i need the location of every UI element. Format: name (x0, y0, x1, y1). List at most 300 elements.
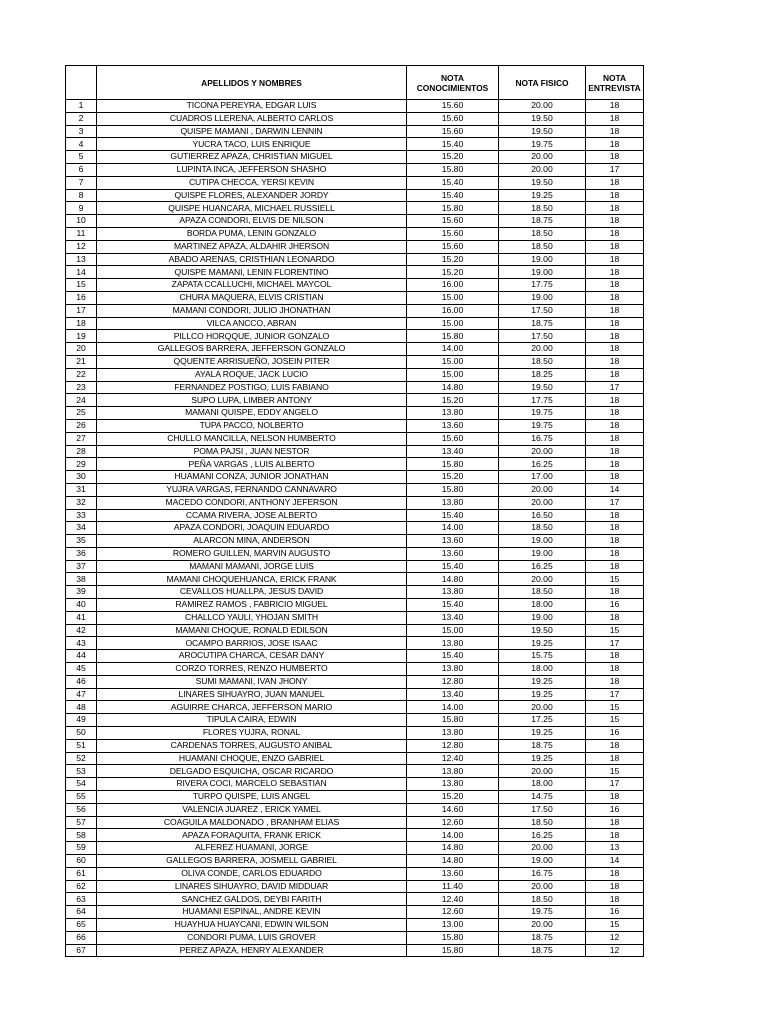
header-fisico: NOTA FISICO (499, 66, 586, 100)
nota-fisico: 16.75 (499, 432, 586, 445)
student-name: MAMANI QUISPE, EDDY ANGELO (97, 407, 407, 420)
nota-conocimientos: 15.80 (407, 330, 499, 343)
nota-fisico: 20.00 (499, 343, 586, 356)
nota-fisico: 19.25 (499, 675, 586, 688)
nota-conocimientos: 15.60 (407, 227, 499, 240)
nota-conocimientos: 15.00 (407, 317, 499, 330)
row-number: 50 (66, 727, 97, 740)
nota-conocimientos: 13.40 (407, 688, 499, 701)
nota-fisico: 20.00 (499, 163, 586, 176)
row-number: 59 (66, 842, 97, 855)
nota-fisico: 19.75 (499, 407, 586, 420)
nota-conocimientos: 13.60 (407, 867, 499, 880)
nota-entrevista: 18 (586, 304, 644, 317)
table-row (66, 432, 644, 445)
table-row (66, 586, 644, 599)
row-number: 17 (66, 304, 97, 317)
nota-fisico: 18.50 (499, 227, 586, 240)
nota-entrevista: 17 (586, 688, 644, 701)
row-number: 51 (66, 739, 97, 752)
nota-conocimientos: 15.60 (407, 215, 499, 228)
nota-conocimientos: 15.40 (407, 560, 499, 573)
nota-fisico: 19.75 (499, 906, 586, 919)
nota-fisico: 18.50 (499, 893, 586, 906)
table-row (66, 765, 644, 778)
nota-entrevista: 18 (586, 893, 644, 906)
table-row (66, 650, 644, 663)
nota-conocimientos: 14.80 (407, 842, 499, 855)
nota-fisico: 19.25 (499, 752, 586, 765)
nota-conocimientos: 13.80 (407, 727, 499, 740)
table-row (66, 215, 644, 228)
row-number: 28 (66, 445, 97, 458)
nota-conocimientos: 15.20 (407, 791, 499, 804)
row-number: 48 (66, 701, 97, 714)
table-row (66, 842, 644, 855)
nota-fisico: 19.00 (499, 266, 586, 279)
nota-conocimientos: 15.60 (407, 125, 499, 138)
nota-entrevista: 18 (586, 547, 644, 560)
nota-entrevista: 18 (586, 112, 644, 125)
table-row (66, 535, 644, 548)
table-row (66, 701, 644, 714)
nota-conocimientos: 15.60 (407, 432, 499, 445)
nota-entrevista: 15 (586, 624, 644, 637)
student-name: MACEDO CONDORI, ANTHONY JEFERSON (97, 496, 407, 509)
nota-entrevista: 18 (586, 240, 644, 253)
nota-conocimientos: 12.40 (407, 893, 499, 906)
row-number: 66 (66, 931, 97, 944)
table-row (66, 112, 644, 125)
table-row (66, 381, 644, 394)
nota-conocimientos: 15.20 (407, 471, 499, 484)
nota-entrevista: 18 (586, 368, 644, 381)
nota-fisico: 19.75 (499, 419, 586, 432)
student-name: POMA PAJSI , JUAN NESTOR (97, 445, 407, 458)
student-name: MAMANI CONDORI, JULIO JHONATHAN (97, 304, 407, 317)
table-row (66, 791, 644, 804)
nota-entrevista: 18 (586, 407, 644, 420)
row-number: 8 (66, 189, 97, 202)
student-name: LINARES SIHUAYRO, JUAN MANUEL (97, 688, 407, 701)
student-name: HUAMANI CONZA, JUNIOR JONATHAN (97, 471, 407, 484)
nota-conocimientos: 13.80 (407, 663, 499, 676)
nota-fisico: 19.00 (499, 291, 586, 304)
nota-conocimientos: 15.20 (407, 253, 499, 266)
nota-conocimientos: 14.60 (407, 803, 499, 816)
student-name: OLIVA CONDE, CARLOS EDUARDO (97, 867, 407, 880)
nota-entrevista: 18 (586, 343, 644, 356)
nota-fisico: 18.50 (499, 816, 586, 829)
nota-conocimientos: 15.40 (407, 650, 499, 663)
nota-fisico: 18.50 (499, 522, 586, 535)
nota-entrevista: 18 (586, 151, 644, 164)
nota-entrevista: 18 (586, 752, 644, 765)
nota-conocimientos: 14.00 (407, 343, 499, 356)
table-row (66, 279, 644, 292)
nota-conocimientos: 15.40 (407, 509, 499, 522)
nota-entrevista: 18 (586, 189, 644, 202)
student-name: MARTINEZ APAZA, ALDAHIR JHERSON (97, 240, 407, 253)
nota-fisico: 18.75 (499, 944, 586, 957)
table-row (66, 611, 644, 624)
student-name: QUISPE HUANCARA, MICHAEL RUSSIELL (97, 202, 407, 215)
nota-entrevista: 15 (586, 714, 644, 727)
nota-entrevista: 18 (586, 880, 644, 893)
nota-fisico: 19.50 (499, 176, 586, 189)
table-row (66, 445, 644, 458)
nota-entrevista: 14 (586, 483, 644, 496)
table-row (66, 394, 644, 407)
nota-conocimientos: 15.40 (407, 138, 499, 151)
nota-entrevista: 13 (586, 842, 644, 855)
row-number: 2 (66, 112, 97, 125)
nota-conocimientos: 15.00 (407, 355, 499, 368)
nota-conocimientos: 13.80 (407, 778, 499, 791)
nota-fisico: 16.25 (499, 829, 586, 842)
table-row (66, 816, 644, 829)
student-name: MAMANI MAMANI, JORGE LUIS (97, 560, 407, 573)
nota-conocimientos: 16.00 (407, 304, 499, 317)
nota-fisico: 19.00 (499, 855, 586, 868)
table-row (66, 855, 644, 868)
table-row (66, 803, 644, 816)
nota-entrevista: 18 (586, 202, 644, 215)
row-number: 4 (66, 138, 97, 151)
row-number: 14 (66, 266, 97, 279)
nota-fisico: 18.75 (499, 215, 586, 228)
nota-entrevista: 18 (586, 535, 644, 548)
row-number: 29 (66, 458, 97, 471)
student-name: QUISPE FLORES, ALEXANDER JORDY (97, 189, 407, 202)
nota-fisico: 19.00 (499, 547, 586, 560)
row-number: 37 (66, 560, 97, 573)
table-row (66, 893, 644, 906)
table-row (66, 867, 644, 880)
row-number: 27 (66, 432, 97, 445)
nota-fisico: 17.75 (499, 279, 586, 292)
nota-entrevista: 18 (586, 394, 644, 407)
nota-fisico: 20.00 (499, 880, 586, 893)
nota-conocimientos: 14.00 (407, 829, 499, 842)
nota-conocimientos: 15.80 (407, 163, 499, 176)
nota-entrevista: 18 (586, 586, 644, 599)
nota-entrevista: 16 (586, 727, 644, 740)
table-row (66, 688, 644, 701)
table-row (66, 330, 644, 343)
row-number: 47 (66, 688, 97, 701)
nota-entrevista: 18 (586, 419, 644, 432)
student-name: GALLEGOS BARRERA, JEFFERSON GONZALO (97, 343, 407, 356)
nota-conocimientos: 13.80 (407, 586, 499, 599)
table-row (66, 739, 644, 752)
row-number: 67 (66, 944, 97, 957)
nota-entrevista: 12 (586, 944, 644, 957)
nota-entrevista: 18 (586, 739, 644, 752)
nota-entrevista: 18 (586, 791, 644, 804)
nota-entrevista: 18 (586, 650, 644, 663)
nota-fisico: 19.25 (499, 688, 586, 701)
nota-fisico: 19.25 (499, 189, 586, 202)
header-conocimientos: NOTA CONOCIMIENTOS (407, 66, 499, 100)
table-row (66, 752, 644, 765)
nota-conocimientos: 13.60 (407, 547, 499, 560)
student-name: FLORES YUJRA, RONAL (97, 727, 407, 740)
row-number: 49 (66, 714, 97, 727)
table-row (66, 100, 644, 113)
nota-conocimientos: 15.80 (407, 483, 499, 496)
nota-conocimientos: 16.00 (407, 279, 499, 292)
student-name: ALARCON MINA, ANDERSON (97, 535, 407, 548)
nota-fisico: 16.50 (499, 509, 586, 522)
nota-entrevista: 18 (586, 816, 644, 829)
nota-conocimientos: 14.80 (407, 573, 499, 586)
header-name: APELLIDOS Y NOMBRES (97, 66, 407, 100)
nota-entrevista: 18 (586, 471, 644, 484)
row-number: 5 (66, 151, 97, 164)
nota-entrevista: 18 (586, 560, 644, 573)
table-row (66, 599, 644, 612)
student-name: ZAPATA CCALLUCHI, MICHAEL MAYCOL (97, 279, 407, 292)
student-name: GUTIERREZ APAZA, CHRISTIAN MIGUEL (97, 151, 407, 164)
nota-entrevista: 18 (586, 125, 644, 138)
student-name: SANCHEZ GALDOS, DEYBI FARITH (97, 893, 407, 906)
row-number: 35 (66, 535, 97, 548)
row-number: 6 (66, 163, 97, 176)
nota-fisico: 20.00 (499, 483, 586, 496)
nota-entrevista: 18 (586, 227, 644, 240)
row-number: 63 (66, 893, 97, 906)
row-number: 57 (66, 816, 97, 829)
nota-conocimientos: 15.20 (407, 266, 499, 279)
nota-entrevista: 18 (586, 663, 644, 676)
row-number: 56 (66, 803, 97, 816)
nota-conocimientos: 15.80 (407, 202, 499, 215)
student-name: AYALA ROQUE, JACK LUCIO (97, 368, 407, 381)
student-name: SUMI MAMANI, IVAN JHONY (97, 675, 407, 688)
row-number: 32 (66, 496, 97, 509)
table-row (66, 547, 644, 560)
row-number: 18 (66, 317, 97, 330)
nota-fisico: 18.00 (499, 599, 586, 612)
nota-conocimientos: 15.00 (407, 624, 499, 637)
results-table (65, 65, 644, 957)
student-name: LUPINTA INCA, JEFFERSON SHASHO (97, 163, 407, 176)
nota-conocimientos: 15.20 (407, 151, 499, 164)
table-row (66, 419, 644, 432)
table-row (66, 240, 644, 253)
student-name: ALFEREZ HUAMANI, JORGE (97, 842, 407, 855)
row-number: 58 (66, 829, 97, 842)
nota-entrevista: 15 (586, 919, 644, 932)
table-row (66, 714, 644, 727)
nota-conocimientos: 13.40 (407, 445, 499, 458)
student-name: LINARES SIHUAYRO, DAVID MIDDUAR (97, 880, 407, 893)
table-row (66, 151, 644, 164)
header-row (66, 66, 644, 100)
nota-conocimientos: 13.00 (407, 919, 499, 932)
nota-entrevista: 18 (586, 317, 644, 330)
nota-conocimientos: 11.40 (407, 880, 499, 893)
row-number: 36 (66, 547, 97, 560)
nota-fisico: 19.50 (499, 381, 586, 394)
table-row (66, 880, 644, 893)
row-number: 64 (66, 906, 97, 919)
table-row (66, 663, 644, 676)
nota-fisico: 19.25 (499, 637, 586, 650)
nota-fisico: 17.75 (499, 394, 586, 407)
student-name: YUJRA VARGAS, FERNANDO CANNAVARO (97, 483, 407, 496)
nota-conocimientos: 13.60 (407, 419, 499, 432)
nota-entrevista: 14 (586, 855, 644, 868)
nota-conocimientos: 15.80 (407, 458, 499, 471)
student-name: QQUENTE ARRISUEÑO, JOSEIN PITER (97, 355, 407, 368)
nota-fisico: 18.50 (499, 355, 586, 368)
nota-fisico: 19.75 (499, 138, 586, 151)
table-row (66, 906, 644, 919)
nota-fisico: 16.75 (499, 867, 586, 880)
row-number: 31 (66, 483, 97, 496)
table-row (66, 778, 644, 791)
student-name: TURPO QUISPE, LUIS ANGEL (97, 791, 407, 804)
row-number: 53 (66, 765, 97, 778)
nota-fisico: 18.00 (499, 663, 586, 676)
nota-fisico: 19.00 (499, 253, 586, 266)
table-row (66, 727, 644, 740)
nota-entrevista: 18 (586, 458, 644, 471)
student-name: APAZA FORAQUITA, FRANK ERICK (97, 829, 407, 842)
student-name: TIPULA CAIRA, EDWIN (97, 714, 407, 727)
nota-fisico: 19.50 (499, 112, 586, 125)
student-name: OCAMPO BARRIOS, JOSE ISAAC (97, 637, 407, 650)
header-entrevista: NOTA ENTREVISTA (586, 66, 644, 100)
row-number: 41 (66, 611, 97, 624)
nota-fisico: 18.75 (499, 739, 586, 752)
table-row (66, 919, 644, 932)
student-name: CARDENAS TORRES, AUGUSTO ANIBAL (97, 739, 407, 752)
nota-conocimientos: 15.60 (407, 240, 499, 253)
row-number: 20 (66, 343, 97, 356)
table-row (66, 675, 644, 688)
student-name: PEÑA VARGAS , LUIS ALBERTO (97, 458, 407, 471)
row-number: 13 (66, 253, 97, 266)
student-name: MAMANI CHOQUE, RONALD EDILSON (97, 624, 407, 637)
student-name: VILCA ANCCO, ABRAN (97, 317, 407, 330)
student-name: ABADO ARENAS, CRISTHIAN LEONARDO (97, 253, 407, 266)
nota-entrevista: 18 (586, 432, 644, 445)
nota-fisico: 17.00 (499, 471, 586, 484)
nota-entrevista: 16 (586, 803, 644, 816)
row-number: 30 (66, 471, 97, 484)
nota-fisico: 20.00 (499, 919, 586, 932)
student-name: HUAMANI ESPINAL, ANDRE KEVIN (97, 906, 407, 919)
nota-entrevista: 18 (586, 829, 644, 842)
nota-entrevista: 18 (586, 867, 644, 880)
row-number: 1 (66, 100, 97, 113)
student-name: HUAMANI CHOQUE, ENZO GABRIEL (97, 752, 407, 765)
table-row (66, 509, 644, 522)
student-name: CUTIPA CHECCA, YERSI KEVIN (97, 176, 407, 189)
nota-conocimientos: 15.40 (407, 176, 499, 189)
nota-conocimientos: 14.00 (407, 522, 499, 535)
row-number: 26 (66, 419, 97, 432)
nota-conocimientos: 15.00 (407, 368, 499, 381)
row-number: 55 (66, 791, 97, 804)
nota-conocimientos: 15.60 (407, 112, 499, 125)
nota-entrevista: 17 (586, 496, 644, 509)
table-row (66, 496, 644, 509)
row-number: 52 (66, 752, 97, 765)
student-name: BORDA PUMA, LENIN GONZALO (97, 227, 407, 240)
student-name: APAZA CONDORI, ELVIS DE NILSON (97, 215, 407, 228)
table-body (66, 100, 644, 957)
table-row (66, 368, 644, 381)
table-row (66, 266, 644, 279)
nota-fisico: 18.50 (499, 202, 586, 215)
student-name: CONDORI PUMA, LUIS GROVER (97, 931, 407, 944)
nota-entrevista: 16 (586, 906, 644, 919)
table-row (66, 483, 644, 496)
student-name: DELGADO ESQUICHA, OSCAR RICARDO (97, 765, 407, 778)
nota-fisico: 18.50 (499, 240, 586, 253)
nota-entrevista: 18 (586, 138, 644, 151)
nota-fisico: 20.00 (499, 496, 586, 509)
nota-entrevista: 18 (586, 266, 644, 279)
student-name: AGUIRRE CHARCA, JEFFERSON MARIO (97, 701, 407, 714)
nota-conocimientos: 13.60 (407, 535, 499, 548)
nota-entrevista: 12 (586, 931, 644, 944)
row-number: 23 (66, 381, 97, 394)
table-row (66, 355, 644, 368)
row-number: 11 (66, 227, 97, 240)
nota-conocimientos: 15.60 (407, 100, 499, 113)
student-name: AROCUTIPA CHARCA, CESAR DANY (97, 650, 407, 663)
nota-entrevista: 18 (586, 611, 644, 624)
nota-fisico: 17.50 (499, 803, 586, 816)
student-name: COAGUILA MALDONADO , BRANHAM ELIAS (97, 816, 407, 829)
student-name: APAZA CONDORI, JOAQUIN EDUARDO (97, 522, 407, 535)
nota-fisico: 16.25 (499, 458, 586, 471)
nota-fisico: 20.00 (499, 151, 586, 164)
student-name: MAMANI CHOQUEHUANCA, ERICK FRANK (97, 573, 407, 586)
row-number: 46 (66, 675, 97, 688)
nota-entrevista: 18 (586, 291, 644, 304)
nota-fisico: 14.75 (499, 791, 586, 804)
nota-conocimientos: 13.40 (407, 611, 499, 624)
student-name: YUCRA TACO, LUIS ENRIQUE (97, 138, 407, 151)
nota-conocimientos: 15.40 (407, 599, 499, 612)
nota-conocimientos: 13.80 (407, 407, 499, 420)
nota-fisico: 19.50 (499, 125, 586, 138)
row-number: 7 (66, 176, 97, 189)
nota-fisico: 18.25 (499, 368, 586, 381)
nota-conocimientos: 12.60 (407, 816, 499, 829)
nota-entrevista: 15 (586, 573, 644, 586)
nota-entrevista: 18 (586, 176, 644, 189)
nota-entrevista: 16 (586, 599, 644, 612)
nota-entrevista: 18 (586, 355, 644, 368)
row-number: 10 (66, 215, 97, 228)
table-row (66, 202, 644, 215)
row-number: 40 (66, 599, 97, 612)
student-name: RIVERA COCI, MARCELO SEBASTIAN (97, 778, 407, 791)
nota-entrevista: 15 (586, 765, 644, 778)
table-row (66, 624, 644, 637)
nota-fisico: 19.00 (499, 611, 586, 624)
nota-conocimientos: 15.80 (407, 714, 499, 727)
table-row (66, 304, 644, 317)
row-number: 21 (66, 355, 97, 368)
